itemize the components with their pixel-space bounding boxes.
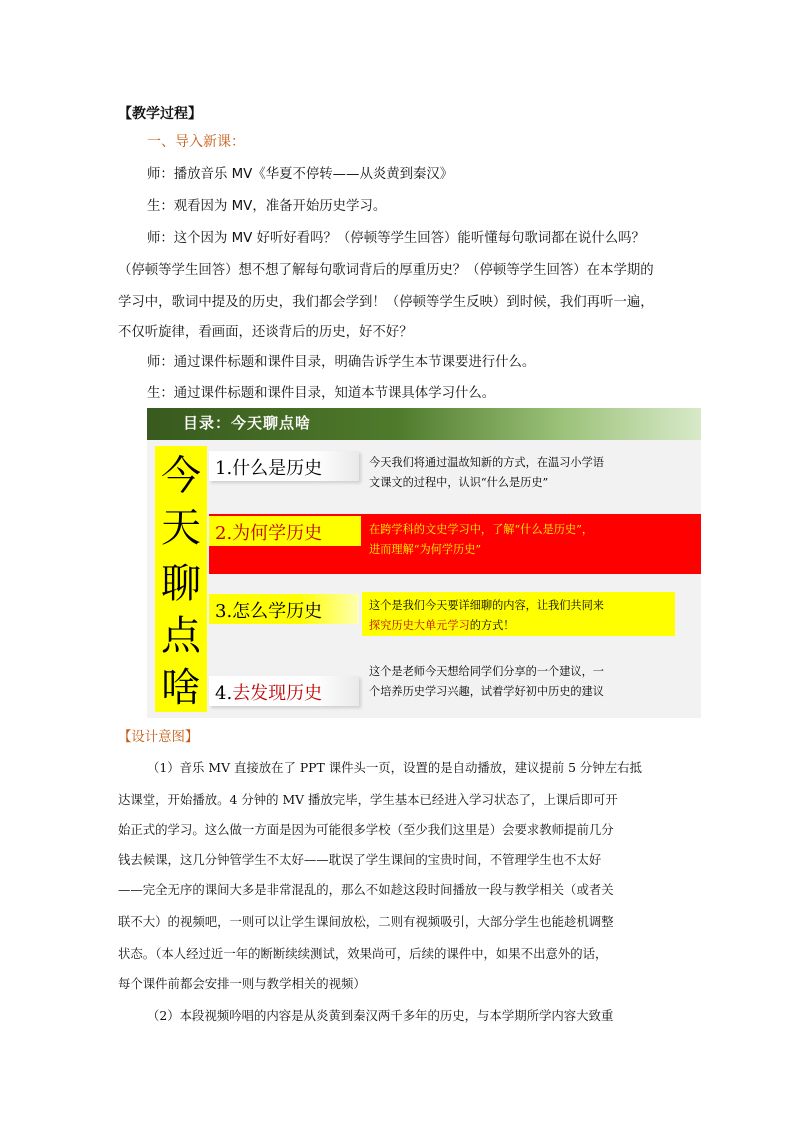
design-line: 每个课件前都会安排一则与教学相关的视频） <box>118 976 366 991</box>
item-desc-rest: 的方式！ <box>469 619 515 632</box>
text-line: 生：通过课件标题和课件目录，知道本节课具体学习什么。 <box>147 386 496 401</box>
item-desc: 个培养历史学习兴趣，试着学好初中历史的建议 <box>369 685 604 698</box>
side-title-block <box>155 446 207 712</box>
item-label: 2.为何学历史 <box>215 523 323 544</box>
item-desc: 文课文的过程中，认识“什么是历史” <box>369 476 549 489</box>
item-label <box>215 679 322 705</box>
side-char: 聊 <box>161 561 201 607</box>
text-line: 师：通过课件标题和课件目录，明确告诉学生本节课要进行什么。 <box>147 355 536 370</box>
side-char: 天 <box>161 505 201 551</box>
item-desc: 这个是老师今天想给同学们分享的一个建议，一 <box>369 665 604 678</box>
text-line: 学习中，歌词中提及的历史，我们都会学到！（停顿等学生反映）到时候，我们再听一遍， <box>118 295 654 310</box>
slide-header <box>147 408 701 440</box>
design-line: 始正式的学习。这么做一方面是因为可能很多学校（至少我们这里是）会要求教师提前几分 <box>118 822 614 837</box>
item-label-number: 4. <box>215 683 233 704</box>
design-line: 联不大）的视频吧，一则可以让学生课间放松，二则有视频吸引，大部分学生也能趁机调整 <box>118 914 614 929</box>
item-desc: 这个是我们今天要详细聊的内容，让我们共同来 <box>369 599 604 612</box>
text-line: （停顿等学生回答）想不想了解每句歌词背后的厚重历史？（停顿等学生回答）在本学期的 <box>118 263 654 278</box>
design-line: （1）音乐 MV 直接放在了 PPT 课件头一页，设置的是自动播放，建议提前 5 分钟左右抵 <box>147 760 642 775</box>
side-char: 今 <box>161 453 201 499</box>
slide-image <box>147 408 701 718</box>
design-line: ——完全无序的课间大多是非常混乱的，那么不如趁这段时间播放一段与教学相关（或者关 <box>118 882 614 897</box>
item-desc: 在跨学科的文史学习中，了解“什么是历史”， <box>369 523 594 536</box>
item-desc: 进而理解“为何学历史” <box>369 543 482 556</box>
design-intent-title: 【设计意图】 <box>118 730 199 745</box>
section-heading: 【教学过程】 <box>118 106 202 122</box>
item-label: 1.什么是历史 <box>215 458 323 479</box>
design-line: 钱去候课，这几分钟管学生不太好——耽误了学生课间的宝贵时间，不管理学生也不太好 <box>118 852 602 867</box>
text-line: 不仅听旋律，看画面，还谈背后的历史，好不好？ <box>118 325 413 340</box>
item-desc-line <box>369 616 514 636</box>
text-line: 师：这个因为 MV 好听好看吗？（停顿等学生回答）能听懂每句歌词都在说什么吗？ <box>147 231 645 246</box>
item-bar-2 <box>209 516 361 546</box>
side-char: 点 <box>161 613 201 659</box>
text-line: 生：观看因为 MV，准备开始历史学习。 <box>147 199 387 214</box>
item-bar-1 <box>209 451 359 481</box>
text-line: 师：播放音乐 MV《华夏不停转——从炎黄到秦汉》 <box>147 167 454 182</box>
item-bar-4 <box>209 676 359 706</box>
design-line: 状态。（本人经过近一年的断断续续测试，效果尚可，后续的课件中，如果不出意外的话， <box>118 946 608 961</box>
item-desc: 今天我们将通过温故知新的方式，在温习小学语 <box>369 456 604 469</box>
slide-title: 目录：今天聊点啥 <box>183 414 312 432</box>
side-char: 啥 <box>161 665 201 711</box>
item-label: 3.怎么学历史 <box>215 601 323 622</box>
section-title: 一、导入新课： <box>147 134 245 150</box>
design-line: （2）本段视频吟唱的内容是从炎黄到秦汉两千多年的历史，与本学期所学内容大致重 <box>147 1008 614 1023</box>
item-label-text: 去发现历史 <box>232 683 323 704</box>
item-desc-highlight: 探究历史大单元学习 <box>369 619 470 632</box>
item-bar-3 <box>209 594 359 624</box>
design-line: 达课堂，开始播放。4 分钟的 MV 播放完毕，学生基本已经进入学习状态了，上课后即可开 <box>118 792 618 807</box>
